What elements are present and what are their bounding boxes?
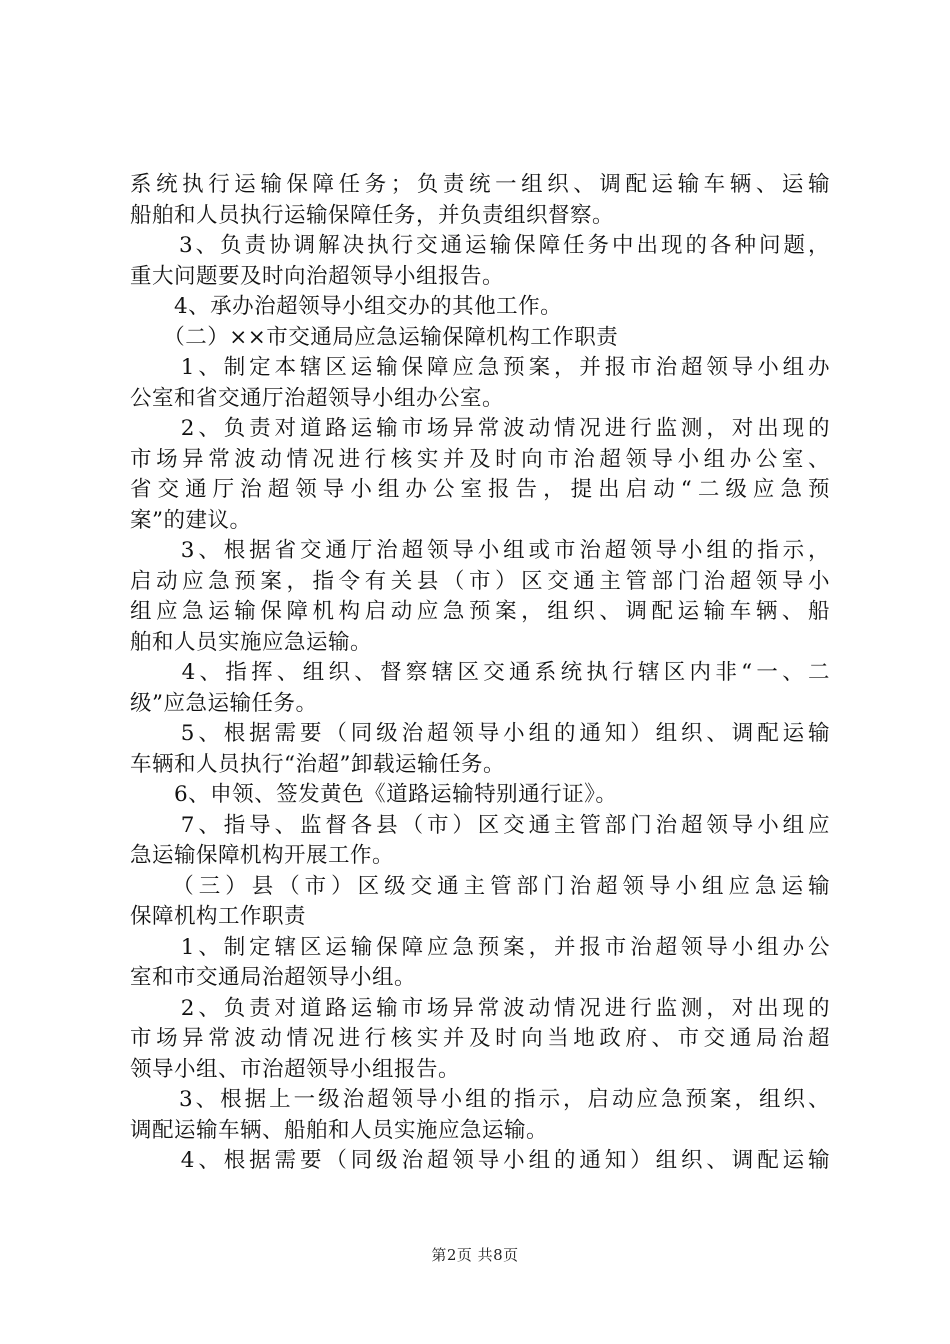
body-text-line: 6、申领、签发黄色《道路运输特别通行证》。	[130, 782, 618, 807]
body-text-line: 级”应急运输任务。	[130, 690, 318, 716]
body-text-line: 3、根据上一级治超领导小组的指示，启动应急预案，组织、	[130, 1087, 830, 1112]
body-text-line: 2、负责对道路运输市场异常波动情况进行监测，对出现的	[130, 416, 830, 441]
body-text-line: 市场异常波动情况进行核实并及时向市治超领导小组办公室、	[130, 446, 830, 472]
body-text-line: 室和市交通局治超领导小组。	[130, 965, 417, 990]
document-body	[130, 170, 830, 1177]
body-text-line: 7、指导、监督各县（市）区交通主管部门治超领导小组应	[130, 812, 830, 838]
body-text-line: 市场异常波动情况进行核实并及时向当地政府、市交通局治超	[130, 1026, 830, 1051]
body-text-line: 省交通厅治超领导小组办公室报告，提出启动“二级应急预	[130, 477, 830, 502]
body-text-line: 领导小组、市治超领导小组报告。	[130, 1056, 461, 1082]
body-text-line: 1、制定辖区运输保障应急预案，并报市治超领导小组办公	[130, 934, 830, 960]
body-text-line: 重大问题要及时向治超领导小组报告。	[130, 263, 505, 289]
body-text-line: 3、根据省交通厅治超领导小组或市治超领导小组的指示，	[130, 538, 830, 563]
body-text-line: 5、根据需要（同级治超领导小组的通知）组织、调配运输	[130, 721, 830, 746]
body-text-line: 1、制定本辖区运输保障应急预案，并报市治超领导小组办	[130, 355, 830, 380]
body-text-line: 调配运输车辆、船舶和人员实施应急运输。	[130, 1117, 549, 1143]
body-text-line: 车辆和人员执行“治超”卸载运输任务。	[130, 751, 505, 777]
body-text-line: （二）××市交通局应急运输保障机构工作职责	[130, 324, 619, 350]
body-text-line: 保障机构工作职责	[130, 904, 307, 929]
body-text-line: 船舶和人员执行运输保障任务，并负责组织督察。	[130, 202, 615, 228]
body-text-line: （三）县（市）区级交通主管部门治超领导小组应急运输	[130, 873, 830, 899]
body-text-line: 3、负责协调解决执行交通运输保障任务中出现的各种问题，	[130, 233, 830, 258]
body-text-line: 系统执行运输保障任务；负责统一组织、调配运输车辆、运输	[130, 172, 830, 197]
body-text-line: 4、承办治超领导小组交办的其他工作。	[130, 294, 563, 319]
body-text-line: 启动应急预案，指令有关县（市）区交通主管部门治超领导小	[130, 568, 830, 594]
body-text-line: 公室和省交通厅治超领导小组办公室。	[130, 385, 505, 411]
body-text-line: 4、根据需要（同级治超领导小组的通知）组织、调配运输	[130, 1148, 830, 1173]
body-text-line: 2、负责对道路运输市场异常波动情况进行监测，对出现的	[130, 995, 830, 1021]
body-text-line: 案”的建议。	[130, 507, 252, 533]
body-text-line: 舶和人员实施应急运输。	[130, 629, 373, 655]
body-text-line: 4、指挥、组织、督察辖区交通系统执行辖区内非“一、二	[130, 660, 830, 685]
body-text-line: 急运输保障机构开展工作。	[130, 843, 395, 868]
page-footer: 第2页 共8页	[431, 1246, 519, 1264]
body-text-line: 组应急运输保障机构启动应急预案，组织、调配运输车辆、船	[130, 599, 830, 624]
